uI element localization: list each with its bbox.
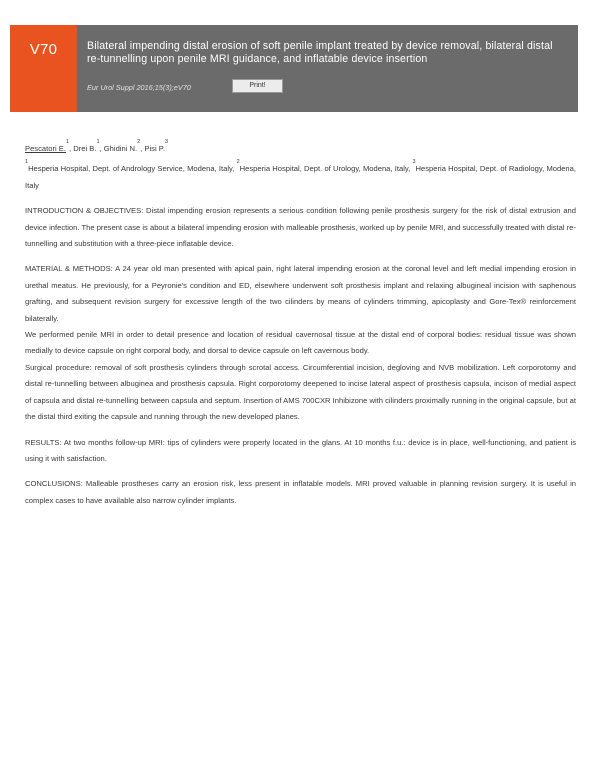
print-button[interactable]: Print! [232,79,283,93]
results-section: RESULTS: At two months follow-up MRI: tips of cylinders were properly located in the glans. At 10 months f.u.: device is in place, well-functioning, and patient is using it with satisfaction. [25,437,576,463]
affiliation: Hesperia Hospital, Dept. of Radiology, Modena, Italy [25,164,576,190]
author-affiliation-mark: 3 [164,139,169,145]
methods-mri-paragraph: We performed penile MRI in order to detail presence and location of residual cavernosal tissue at the distal end of corporal bodies: residual tissue was shown medially to device capsule on right corporal body, and dorsal to device capsule on left cavernous body. [25,330,576,356]
methods-section: MATERIAL & METHODS: A 24 year old man presented with apical pain, right lateral impending erosion at the coronal level and left medial impending erosion in urethal meatus. He previously, for a Peyronie's condition and ED, elsewhere underwent soft prosthesis implant and relaxing albugineal incision with saphenous grafting, and subsequent revision surgery for excessive length of the two cilinders by means of cylinders trimming, apicoplasty and Gore-Tex® reinforcement bilaterally. [25,264,576,323]
affiliation-list [25,161,576,194]
affiliation-mark: 3 [412,159,416,166]
author-name: Pescatori E. [25,144,66,153]
abstract-title: Bilateral impending distal erosion of soft penile implant treated by device removal, bilateral distal re-tunnelling upon penile MRI guidance, and inflatable device insertion [87,40,553,65]
author-affiliation-mark: 2 [137,139,141,145]
author-name: Drei B. [73,144,97,153]
author-name: Ghidini N. [103,144,138,153]
introduction-section: INTRODUCTION & OBJECTIVES: Distal impending erosion represents a serious condition following penile prosthesis surgery for the risk of distal extrusion and device infection. The present case is about a bilateral impending erosion with malleable prosthesis, worked up by penile MRI, and successfully treated with distal re-tunnelling and substitution with a three-piece inflatable device. [25,206,576,249]
author-name: Pisi P. [144,144,165,153]
affiliation-mark: 1 [25,159,29,166]
conclusions-section: CONCLUSIONS: Malleable prostheses carry an erosion risk, less present in inflatable models. MRI proved valuable in planning revision surgery. It is useful in complex cases to have available also narrow cylinder implants. [25,479,576,505]
journal-citation: Eur Urol Suppl 2016;15(3);eV70 [87,83,191,92]
author-list: Pescatori E.$^1$, Drei B.$^1$, Ghidini N.$^2$, Pisi P.$^3$ [25,139,169,153]
abstract-code: V70 [29,41,58,58]
abstract-header [10,25,578,112]
affiliation: Hesperia Hospital, Dept. of Urology, Modena, Italy, [239,164,413,174]
surgical-procedure-paragraph: Surgical procedure: removal of soft prosthesis cylinders through scrotal access. Circumferential incision, degloving and NVB mobilization. Left corporotomy and distal re-tunnelling between albuginea and prosthesis capsula. Right corporotomy deepened to incise lateral aspect of prosthesis capsula, incison of medial aspect of capsula and distal re-tunnelling between capsula and septum. Insertion of AMS 700CXR Inhibizone with cilinders proximally running in the original capsule, but at the distal third exiting the capsule and running through the new developed planes. [25,362,576,422]
author-affiliation-mark: 1 [65,139,70,145]
author-affiliation-mark: 1 [96,139,100,145]
abstract-body [25,141,576,518]
abstract-code-box [10,25,77,112]
affiliation-mark: 2 [236,159,240,166]
affiliation: Hesperia Hospital, Dept. of Andrology Service, Modena, Italy, [28,164,237,174]
